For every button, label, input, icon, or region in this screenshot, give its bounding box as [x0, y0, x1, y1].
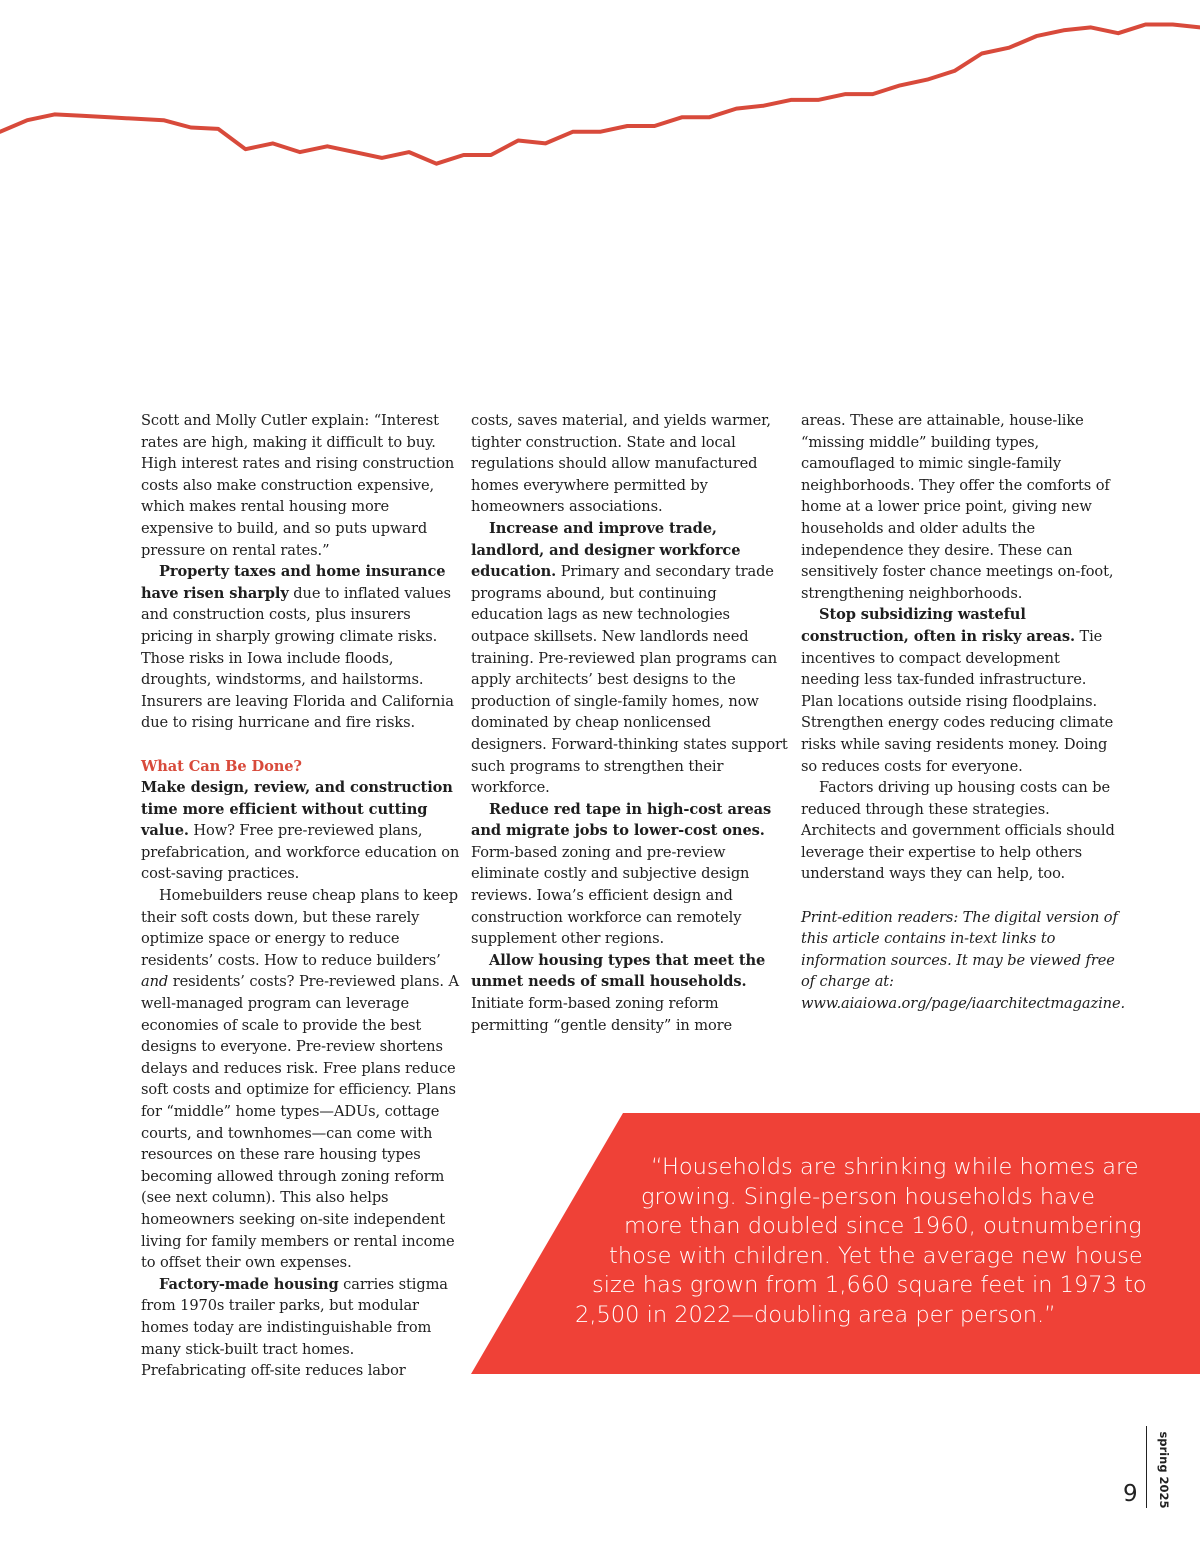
paragraph-text: carries stigma from 1970s trailer parks, but modular homes today are indistinguishable from many stick-built tract homes. Prefabricating off-site reduces labor: [141, 1275, 448, 1380]
lead-in-workforce-education: Increase and improve trade, landlord, and designer workforce education.: [471, 519, 741, 581]
paragraph-conclusion: Factors driving up housing costs can be reduced through these strategies. Architects and government officials should leverage their expertise to help others understand ways they can help, too.: [801, 779, 1115, 883]
paragraph-red-tape: [471, 799, 791, 950]
paragraph-housing-types: [471, 950, 791, 1036]
paragraph-design-review: [141, 777, 461, 885]
section-heading-what-can-be-done: What Can Be Done?: [141, 757, 302, 775]
trend-point-19: [490, 155, 491, 156]
trend-point-11: [272, 143, 273, 144]
trend-point-9: [218, 128, 219, 129]
trend-point-33: [872, 94, 873, 95]
italic-emphasis: and: [141, 973, 169, 991]
trend-point-23: [600, 131, 601, 132]
paragraph-text: Initiate form-based zoning reform permitting “gentle density” in more: [471, 995, 733, 1034]
trend-point-2: [27, 120, 28, 121]
trend-point-13: [327, 146, 328, 147]
trend-point-20: [518, 140, 519, 141]
trend-point-39: [1036, 36, 1037, 37]
trend-point-29: [763, 105, 764, 106]
lead-in-housing-types: Allow housing types that meet the unmet needs of small households.: [471, 951, 766, 991]
lead-in-factory-made: Factory-made housing: [159, 1275, 339, 1293]
trend-point-36: [954, 70, 955, 71]
trend-point-35: [927, 79, 928, 80]
trend-point-21: [545, 143, 546, 144]
trend-point-37: [981, 53, 982, 54]
trend-point-26: [681, 117, 682, 118]
price-trend-line-chart: [0, 0, 1200, 320]
paragraph-missing-middle: areas. These are attainable, house-like “missing middle” building types, camouflaged to mimic single-family neighborhoods. They offer the comforts of home at a lower price point, giving new households and older adults the independence they desire. These can sensitively foster chance meetings on-foot, strengthening neighborhoods.: [801, 412, 1114, 602]
paragraph-stop-subsidizing: [801, 604, 1121, 777]
article-column-2: [471, 410, 791, 1036]
trend-point-8: [190, 127, 191, 128]
trend-point-41: [1090, 27, 1091, 28]
paragraph-homebuilders: [141, 885, 461, 1274]
lead-in-property-taxes: Property taxes and home insurance have risen sharply: [141, 563, 446, 602]
trend-point-12: [300, 152, 301, 153]
article-column-3: [801, 410, 1126, 1015]
article-column-1: [141, 410, 461, 1382]
paragraph-text: Homebuilders reuse cheap plans to keep their soft costs down, but these rarely optimize space or energy to reduce residents’ costs. How to reduce builders’: [141, 887, 458, 969]
trend-point-42: [1118, 33, 1119, 34]
trend-point-4: [81, 115, 82, 116]
lead-in-red-tape: Reduce red tape in high-cost areas and migrate jobs to lower-cost ones.: [471, 800, 772, 840]
paragraph-text: residents’ costs? Pre-reviewed plans. A well-managed program can leverage economies of scale to provide the best designs to everyone. Pre-review shortens delays and reduces risk. Free plans reduce soft costs and optimize for efficiency. Plans for “middle” home types—ADUs, cottage courts, and townhomes—can come with resources on these rare housing types becoming allowed through zoning reform (see next column). This also helps homeowners seeking on-site independent living for family members or rental income to offset their own expenses.: [141, 973, 459, 1272]
trend-point-14: [354, 152, 355, 153]
paragraph-factory-made: [141, 1274, 461, 1382]
paragraph-text: Tie incentives to compact development needing less tax-funded infrastructure. Plan locations outside rising floodplains. Strengthen energy codes reducing climate risks while saving residents money. Doing so reduces costs for everyone.: [801, 627, 1114, 775]
trend-point-18: [463, 155, 464, 156]
trend-point-31: [818, 99, 819, 100]
trend-point-15: [381, 157, 382, 158]
paragraph-text: Primary and secondary trade programs abound, but continuing education lags as new technologies outpace skillsets. New landlords need training. Pre-reviewed plan programs can apply architects’ best designs to the production of single-family homes, now dominated by cheap nonlicensed designers. Forward-thinking states support such programs to strengthen their workforce.: [471, 563, 788, 797]
pull-quote-line: more than doubled since 1960, outnumbering: [624, 1213, 1142, 1239]
trend-point-10: [245, 149, 246, 150]
page-number: 9: [1123, 1481, 1138, 1507]
paragraph-prefab-continued: costs, saves material, and yields warmer, tighter construction. State and local regulations should allow manufactured homes everywhere permitted by homeowners associations.: [471, 412, 771, 516]
paragraph-property-taxes: [141, 561, 461, 734]
trend-point-34: [900, 85, 901, 86]
paragraph-text: due to inflated values and construction costs, plus insurers pricing in sharply growing climate risks. Those risks in Iowa include floods, droughts, windstorms, and hailstorms. Insurers are leaving Florida and California due to rising hurricane and fire risks.: [141, 584, 454, 732]
pull-quote-line: size has grown from 1,660 square feet in 1973 to: [592, 1272, 1147, 1298]
trend-point-17: [436, 163, 437, 164]
trend-point-16: [409, 152, 410, 153]
trend-point-44: [1172, 24, 1173, 25]
paragraph-text: How? Free pre-reviewed plans, prefabrication, and workforce education on cost-saving practices.: [141, 822, 460, 883]
trend-point-25: [654, 126, 655, 127]
print-edition-note: Print-edition readers: The digital version of this article contains in-text links to information sources. It may be viewed free of charge at: www.aiaiowa.org/page/iaarchitectmagazine.: [801, 908, 1126, 1013]
trend-point-38: [1009, 47, 1010, 48]
pull-quote-line: those with children. Yet the average new house: [609, 1243, 1143, 1269]
issue-season-label: spring 2025: [1157, 1431, 1171, 1509]
trend-point-40: [1063, 30, 1064, 31]
paragraph-workforce-education: [471, 518, 791, 799]
trend-line-series: [0, 25, 1200, 164]
paragraph-intro-quote: Scott and Molly Cutler explain: “Interest rates are high, making it difficult to buy. High interest rates and rising construction costs also make construction expensive, which makes rental housing more expensive to build, and so puts upward pressure on rental rates.”: [141, 412, 455, 559]
trend-point-6: [136, 118, 137, 119]
trend-point-43: [1145, 24, 1146, 25]
pull-quote-line: “Households are shrinking while homes are: [651, 1154, 1139, 1180]
pull-quote-line: 2,500 in 2022—doubling area per person.”: [575, 1302, 1056, 1328]
trend-point-22: [572, 131, 573, 132]
trend-point-30: [790, 99, 791, 100]
trend-point-5: [109, 117, 110, 118]
folio-divider: [1146, 1426, 1147, 1508]
trend-point-7: [163, 120, 164, 121]
trend-point-3: [54, 114, 55, 115]
trend-point-28: [736, 108, 737, 109]
lead-in-stop-subsidizing: Stop subsidizing wasteful construction, often in risky areas.: [801, 606, 1075, 645]
trend-point-24: [627, 126, 628, 127]
trend-point-27: [709, 117, 710, 118]
paragraph-text: Form-based zoning and pre-review eliminate costly and subjective design reviews. Iowa’s efficient design and construction workforce can remotely supplement other regions.: [471, 843, 750, 948]
pull-quote-line: growing. Single-person households have: [641, 1184, 1096, 1210]
lead-in-design-review: Make design, review, and construction time more efficient without cutting value.: [141, 779, 453, 840]
trend-point-32: [845, 94, 846, 95]
